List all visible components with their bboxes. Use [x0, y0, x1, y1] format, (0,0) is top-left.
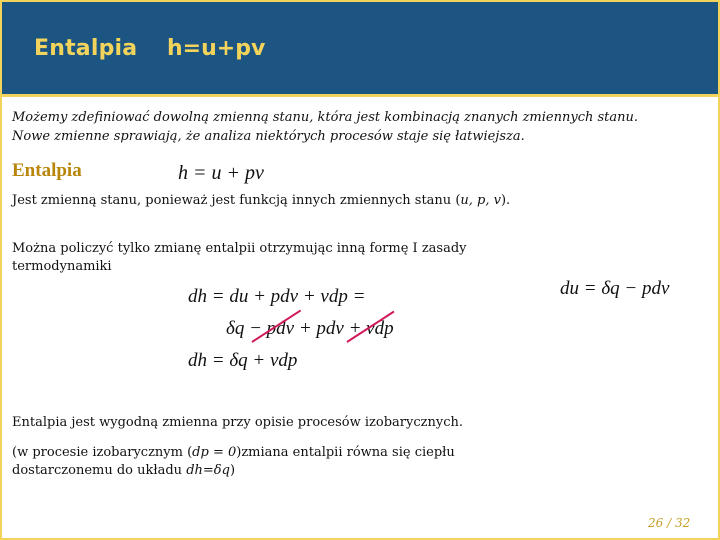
slide-title: Entalpia: [34, 36, 138, 61]
state-variable-paragraph: [12, 192, 532, 210]
enthalpy-definition-equation: h = u + pv: [178, 162, 264, 184]
p1-vars: u, p,: [460, 193, 490, 208]
derivation-line-2: δq − pdv + pdv + vdp: [226, 318, 394, 339]
p4-expr: dh=δq: [186, 463, 230, 478]
intro-text: [12, 108, 712, 146]
intro-line-2: Nowe zmienne sprawiają, że analiza niektórych procesów staje się łatwiejsza.: [12, 129, 525, 144]
slide-header: [2, 2, 718, 97]
p4-start: (w procesie izobarycznym (: [12, 445, 193, 460]
p4-cond: dp = 0: [192, 445, 237, 460]
derivation-line-1: dh = du + pdv + vdp =: [188, 286, 366, 307]
first-law-paragraph: Można policzyć tylko zmianę entalpii otrzymując inną formę I zasady termodynamiki: [12, 241, 467, 274]
first-law-equation: du = δq − pdv: [560, 278, 670, 299]
p1-var-v: v: [493, 193, 501, 208]
page-number: 26 / 32: [648, 516, 691, 530]
isobaric-paragraph: Entalpia jest wygodną zmienna przy opisie procesów izobarycznych.: [12, 415, 463, 430]
derivation-result: dh = δq + vdp: [188, 350, 298, 371]
p4-end: ): [229, 463, 236, 478]
p4-mid: )zmiana entalpii równa się ciepłu dostarczonemu do układu: [12, 445, 455, 478]
isobaric-note: [12, 444, 532, 480]
section-title: Entalpia: [12, 160, 82, 181]
title-formula: h=u+pv: [167, 36, 266, 61]
p1-end: ).: [500, 193, 511, 208]
p1-text: Jest zmienną stanu, ponieważ jest funkcją innych zmiennych stanu (: [12, 193, 461, 208]
intro-line-1: Możemy zdefiniować dowolną zmienną stanu, która jest kombinacją znanych zmiennych stanu.: [12, 110, 638, 125]
